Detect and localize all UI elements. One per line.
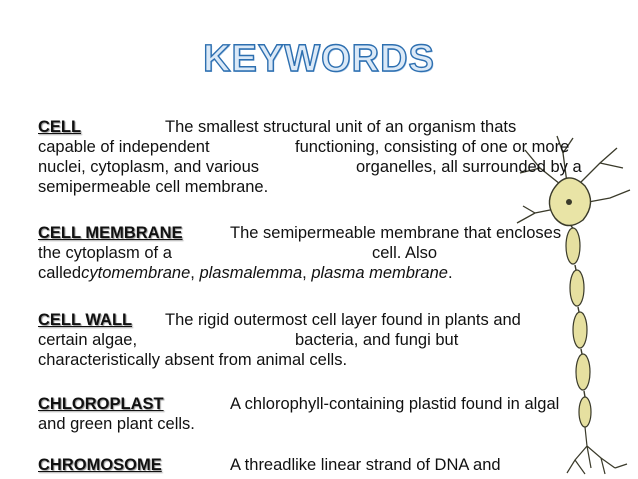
definition-line: bacteria, and fungi but [295, 331, 459, 349]
keyword-entry-chloroplast [38, 394, 598, 434]
term-cell-membrane: CELL MEMBRANE [38, 224, 183, 242]
definition-line: certain algae, [38, 331, 138, 349]
definition-line: and green plant cells. [38, 415, 195, 433]
definition-line: characteristically absent from animal cells. [38, 351, 348, 369]
definition-line: functioning, consisting of one or more [295, 138, 570, 156]
separator: , [190, 264, 200, 282]
keyword-entry-chromosome [38, 455, 598, 475]
page-title: KEYWORDS [203, 38, 435, 80]
definition-text: called [38, 264, 82, 282]
synonym: plasmalemma [199, 264, 303, 282]
definition-line: A chlorophyll-containing plastid found in algal [230, 395, 560, 413]
term-chloroplast: CHLOROPLAST [38, 395, 164, 413]
keyword-entry-cell-membrane [38, 223, 598, 283]
separator: . [447, 264, 453, 282]
definition-line: organelles, all surrounded by a [356, 158, 582, 176]
separator: , [302, 264, 312, 282]
definition-line: the cytoplasm of a [38, 244, 172, 262]
definition-line: nuclei, cytoplasm, and various [38, 158, 260, 176]
term-chromosome: CHROMOSOME [38, 456, 162, 474]
definition-line-synonyms [38, 263, 598, 283]
synonym: plasma membrane [311, 264, 448, 282]
keyword-entry-cell-wall [38, 310, 598, 370]
definition-line: cell. Also [372, 244, 438, 262]
definition-line: The smallest structural unit of an organism thats [165, 118, 517, 136]
definition-line: A threadlike linear strand of DNA and [230, 456, 501, 474]
definition-line: semipermeable cell membrane. [38, 178, 269, 196]
definition-line: The semipermeable membrane that encloses [230, 224, 562, 242]
term-cell-wall: CELL WALL [38, 311, 133, 329]
synonym: cytomembrane [81, 264, 191, 282]
term-cell: CELL [38, 118, 82, 136]
keyword-entry-cell [38, 117, 598, 197]
definition-line: The rigid outermost cell layer found in plants and [165, 311, 521, 329]
definition-line: capable of independent [38, 138, 210, 156]
